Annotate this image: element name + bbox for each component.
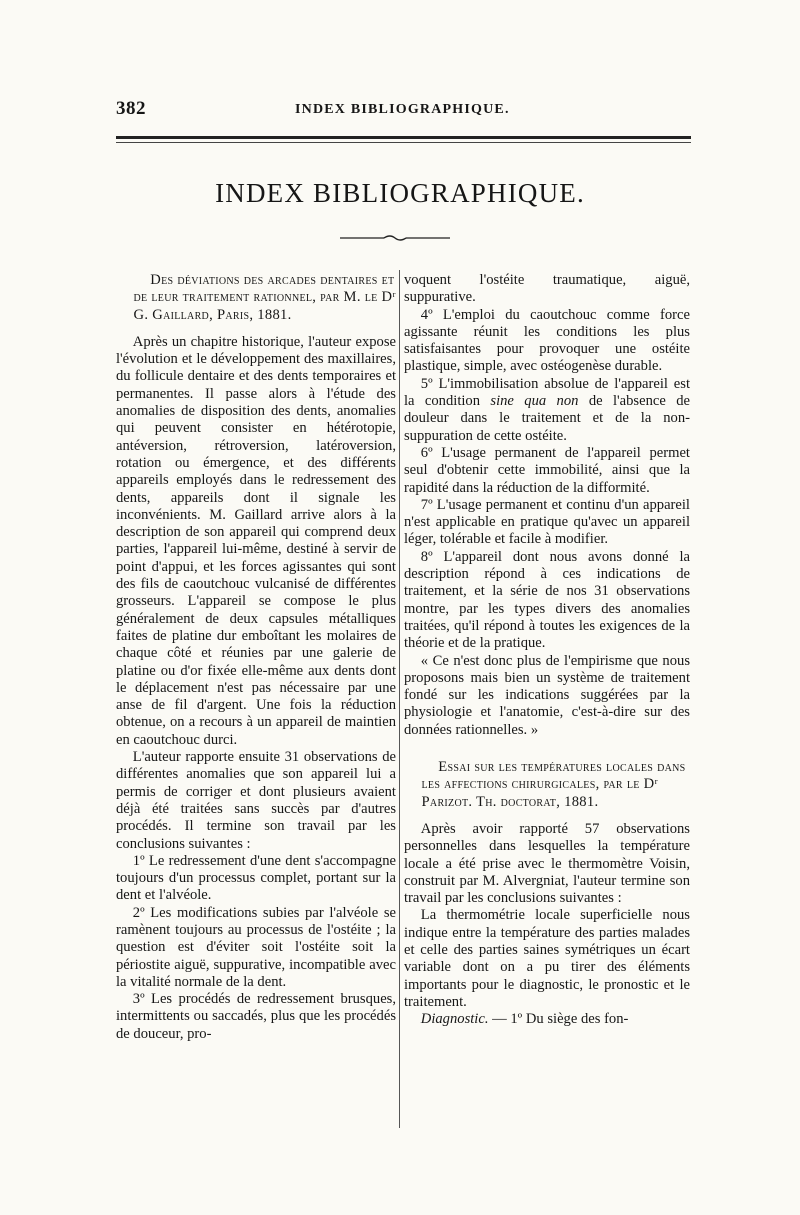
conclusion-item: 2º Les modifications subies par l'alvéole se ramènent toujours au processus de l'ostéite ; la question est d'éviter soit l'ostéite soit la périostite aiguë, suppurative, incompatible avec la vitalité normale de la dent. [116, 904, 396, 990]
conclusion-item: 3º Les procédés de redressement brusques, intermittents ou saccadés, plus que les procédés de douceur, pro- [116, 991, 396, 1042]
right-column [404, 272, 690, 1028]
page-number: 382 [116, 98, 146, 119]
conclusion-item: 8º L'appareil dont nous avons donné la description répond à ces indications de traitement, et la série de nos 31 observations montre, par les types divers des anomalies traitées, qu'il répond à toutes les exigences de la théorie et de la pratique. [404, 548, 690, 652]
left-column [116, 272, 396, 1043]
text: — 1º Du siège des fon- [488, 1011, 629, 1028]
column-divider [399, 270, 400, 1128]
text: de l'absence de douleur dans le traitement et de la non-suppuration de cette ostéite. [404, 393, 690, 444]
entry-citation: , par M. le Dʳ G. Gaillard, Paris, 1881. [133, 289, 396, 323]
bibliographic-entry-gaillard [116, 272, 396, 324]
conclusion-item: 6º L'usage permanent de l'appareil permet seul d'obtenir cette immobilité, ainsi que la rapidité dans la réduction de la difformité. [404, 444, 690, 496]
entry-heading: Essai sur les températures locales dans les affections chirurgicales [421, 759, 686, 793]
conclusion-item: 1º Le redressement d'une dent s'accompagne toujours d'un processus complet, portant sur la dent et l'alvéole. [116, 852, 396, 904]
text: 5º L'immobilisation absolue de l'appareil est la condition [404, 375, 690, 410]
entry-citation: , par le Dʳ Parizot. Th. doctorat, 1881. [421, 776, 658, 810]
header-rule-thin [116, 142, 691, 143]
conclusion-item: 7º L'usage permanent et continu d'un appareil n'est applicable en pratique qu'avec un appareil léger, tolérable et facile à modifier. [404, 496, 690, 548]
subheading-diagnostic: Diagnostic. [420, 1011, 489, 1028]
running-head: INDEX BIBLIOGRAPHIQUE. [295, 102, 510, 117]
quotation: « Ce n'est donc plus de l'empirisme que nous proposons mais bien un système de traitement fondé sur les indications suggérées par la physiologie et l'anatomie, c'est-à-dire sur des données rationnelles. » [404, 652, 690, 738]
entry-heading: Des déviations des arcades dentaires et de leur traitement rationnel [133, 272, 395, 306]
paragraph: Après un chapitre historique, l'auteur expose l'évolution et le développement des maxillaires, du follicule dentaire et des dents temporaires et permanentes. Il passe alors à l'étude des anomalies de disposition des dents, anomalies qui peuvent consister en hétérotopie, antéversion, rétroversion, latéroversion, rotation ou émergence, et des différents appareils employés dans le redressement des dents, appareils dont il signale les inconvénients. M. Gaillard arrive alors à la description de son appareil qui comprend deux parties, l'appareil lui-même, destiné à servir de point d'appui, et les forces agissantes qui sont des fils de caoutchouc vulcanisé de différentes grosseurs. L'appareil se compose le plus généralement de deux capsules métalliques faites de platine dur emboîtant les molaires de chaque côté et réunies par une galerie de platine ou d'or fixée elle-même aux dents dont le déplacement n'est pas nécessaire par une anse de fil d'argent. Une fois la réduction obtenue, on a recours à un appareil de maintien en caoutchouc durci. [116, 333, 396, 748]
section-title: INDEX BIBLIOGRAPHIQUE. [215, 178, 585, 208]
paragraph [404, 1011, 690, 1028]
paragraph: Après avoir rapporté 57 observations personnelles dans lesquelles la température locale a été prise avec le thermomètre Voisin, construit par M. Alvergniat, l'auteur termine son travail par les conclusions suivantes : [404, 820, 690, 907]
paragraph: L'auteur rapporte ensuite 31 observations de différentes anomalies que son appareil lui a permis de corriger et dont plusieurs avaient déjà été traitées sans succès par d'autres procédés. Il termine son travail par les conclusions suivantes : [116, 749, 396, 852]
conclusion-item: 4º L'emploi du caoutchouc comme force agissante réunit les conditions les plus satisfaisantes pour provoquer une ostéite plastique, simple, avec ostéogenèse durable. [404, 306, 690, 375]
paragraph: La thermométrie locale superficielle nous indique entre la température des parties malades et celle des parties saines symétriques un écart variable dont on a pu tirer des éléments importants pour le diagnostic, le pronostic et le traitement. [404, 907, 690, 1010]
latin-phrase: sine qua non [490, 393, 579, 410]
bibliographic-entry-parizot [404, 759, 690, 811]
conclusion-item [404, 376, 690, 445]
ornament-divider [340, 234, 450, 242]
header-rule-thick [116, 136, 691, 139]
paragraph-continuation: voquent l'ostéite traumatique, aiguë, suppurative. [404, 272, 690, 306]
